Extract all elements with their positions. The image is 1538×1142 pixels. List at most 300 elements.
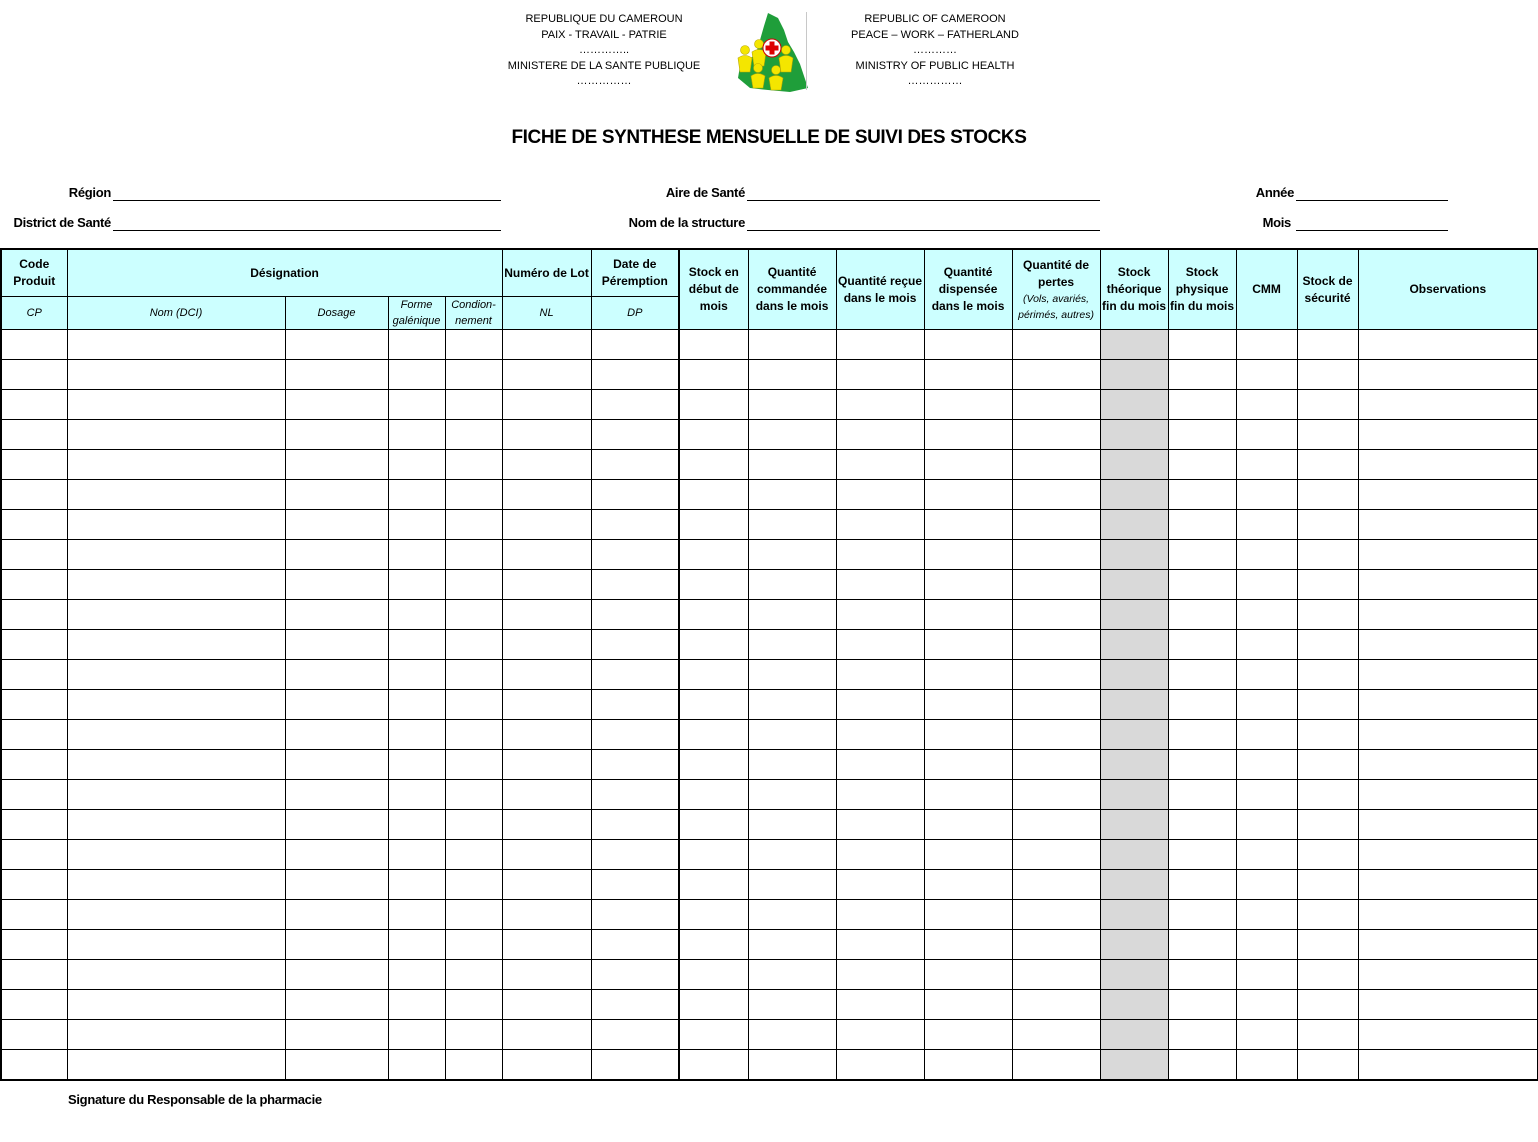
qte-recue-cell[interactable] [836, 900, 924, 930]
dp-cell[interactable] [591, 780, 679, 810]
qte-pertes-cell[interactable] [1012, 870, 1100, 900]
stock-securite-cell[interactable] [1297, 540, 1358, 570]
structure-field[interactable] [747, 230, 1100, 231]
cmm-cell[interactable] [1236, 1020, 1297, 1050]
dosage-cell[interactable] [285, 780, 388, 810]
cmm-cell[interactable] [1236, 420, 1297, 450]
dp-cell[interactable] [591, 870, 679, 900]
stock-theorique-cell[interactable] [1100, 330, 1168, 360]
stock-theorique-cell[interactable] [1100, 360, 1168, 390]
stock-physique-cell[interactable] [1168, 540, 1236, 570]
qte-pertes-cell[interactable] [1012, 990, 1100, 1020]
stock-securite-cell[interactable] [1297, 780, 1358, 810]
qte-dispensee-cell[interactable] [924, 540, 1012, 570]
stock-theorique-cell[interactable] [1100, 390, 1168, 420]
stock-debut-cell[interactable] [679, 780, 748, 810]
stock-theorique-cell[interactable] [1100, 930, 1168, 960]
district-field[interactable] [113, 230, 501, 231]
stock-physique-cell[interactable] [1168, 510, 1236, 540]
conditionnement-cell[interactable] [445, 930, 502, 960]
stock-debut-cell[interactable] [679, 930, 748, 960]
qte-pertes-cell[interactable] [1012, 840, 1100, 870]
qte-commandee-cell[interactable] [748, 690, 836, 720]
conditionnement-cell[interactable] [445, 960, 502, 990]
qte-commandee-cell[interactable] [748, 480, 836, 510]
stock-debut-cell[interactable] [679, 810, 748, 840]
conditionnement-cell[interactable] [445, 780, 502, 810]
nom-dci-cell[interactable] [67, 1020, 285, 1050]
nom-dci-cell[interactable] [67, 690, 285, 720]
cmm-cell[interactable] [1236, 1050, 1297, 1081]
observations-cell[interactable] [1358, 840, 1538, 870]
dosage-cell[interactable] [285, 420, 388, 450]
qte-commandee-cell[interactable] [748, 450, 836, 480]
qte-pertes-cell[interactable] [1012, 510, 1100, 540]
stock-theorique-cell[interactable] [1100, 1020, 1168, 1050]
forme-cell[interactable] [388, 480, 445, 510]
cp-cell[interactable] [1, 570, 67, 600]
stock-theorique-cell[interactable] [1100, 570, 1168, 600]
qte-dispensee-cell[interactable] [924, 930, 1012, 960]
nl-cell[interactable] [502, 570, 591, 600]
qte-commandee-cell[interactable] [748, 1050, 836, 1081]
conditionnement-cell[interactable] [445, 750, 502, 780]
stock-theorique-cell[interactable] [1100, 630, 1168, 660]
stock-theorique-cell[interactable] [1100, 720, 1168, 750]
stock-theorique-cell[interactable] [1100, 810, 1168, 840]
qte-commandee-cell[interactable] [748, 420, 836, 450]
stock-securite-cell[interactable] [1297, 690, 1358, 720]
observations-cell[interactable] [1358, 660, 1538, 690]
cmm-cell[interactable] [1236, 960, 1297, 990]
forme-cell[interactable] [388, 510, 445, 540]
nl-cell[interactable] [502, 510, 591, 540]
forme-cell[interactable] [388, 780, 445, 810]
dp-cell[interactable] [591, 750, 679, 780]
forme-cell[interactable] [388, 1020, 445, 1050]
qte-dispensee-cell[interactable] [924, 1020, 1012, 1050]
dp-cell[interactable] [591, 420, 679, 450]
qte-recue-cell[interactable] [836, 1050, 924, 1081]
dosage-cell[interactable] [285, 960, 388, 990]
stock-securite-cell[interactable] [1297, 360, 1358, 390]
nl-cell[interactable] [502, 480, 591, 510]
cmm-cell[interactable] [1236, 720, 1297, 750]
stock-theorique-cell[interactable] [1100, 600, 1168, 630]
dp-cell[interactable] [591, 720, 679, 750]
qte-commandee-cell[interactable] [748, 930, 836, 960]
nom-dci-cell[interactable] [67, 450, 285, 480]
qte-pertes-cell[interactable] [1012, 330, 1100, 360]
stock-debut-cell[interactable] [679, 510, 748, 540]
stock-debut-cell[interactable] [679, 720, 748, 750]
dp-cell[interactable] [591, 570, 679, 600]
qte-pertes-cell[interactable] [1012, 600, 1100, 630]
stock-securite-cell[interactable] [1297, 990, 1358, 1020]
dp-cell[interactable] [591, 540, 679, 570]
qte-recue-cell[interactable] [836, 660, 924, 690]
qte-commandee-cell[interactable] [748, 570, 836, 600]
forme-cell[interactable] [388, 450, 445, 480]
qte-recue-cell[interactable] [836, 510, 924, 540]
stock-physique-cell[interactable] [1168, 930, 1236, 960]
forme-cell[interactable] [388, 990, 445, 1020]
qte-recue-cell[interactable] [836, 960, 924, 990]
observations-cell[interactable] [1358, 330, 1538, 360]
stock-securite-cell[interactable] [1297, 930, 1358, 960]
cmm-cell[interactable] [1236, 330, 1297, 360]
qte-pertes-cell[interactable] [1012, 630, 1100, 660]
qte-pertes-cell[interactable] [1012, 570, 1100, 600]
conditionnement-cell[interactable] [445, 390, 502, 420]
stock-securite-cell[interactable] [1297, 390, 1358, 420]
qte-dispensee-cell[interactable] [924, 870, 1012, 900]
qte-commandee-cell[interactable] [748, 960, 836, 990]
qte-recue-cell[interactable] [836, 1020, 924, 1050]
nl-cell[interactable] [502, 780, 591, 810]
stock-debut-cell[interactable] [679, 660, 748, 690]
qte-commandee-cell[interactable] [748, 810, 836, 840]
qte-recue-cell[interactable] [836, 630, 924, 660]
stock-debut-cell[interactable] [679, 570, 748, 600]
nl-cell[interactable] [502, 600, 591, 630]
stock-securite-cell[interactable] [1297, 600, 1358, 630]
conditionnement-cell[interactable] [445, 360, 502, 390]
forme-cell[interactable] [388, 600, 445, 630]
qte-recue-cell[interactable] [836, 450, 924, 480]
nl-cell[interactable] [502, 1050, 591, 1081]
qte-dispensee-cell[interactable] [924, 570, 1012, 600]
stock-securite-cell[interactable] [1297, 660, 1358, 690]
qte-commandee-cell[interactable] [748, 840, 836, 870]
observations-cell[interactable] [1358, 630, 1538, 660]
observations-cell[interactable] [1358, 960, 1538, 990]
qte-dispensee-cell[interactable] [924, 600, 1012, 630]
dosage-cell[interactable] [285, 1050, 388, 1081]
stock-physique-cell[interactable] [1168, 660, 1236, 690]
nl-cell[interactable] [502, 840, 591, 870]
nom-dci-cell[interactable] [67, 330, 285, 360]
stock-securite-cell[interactable] [1297, 840, 1358, 870]
stock-securite-cell[interactable] [1297, 420, 1358, 450]
stock-physique-cell[interactable] [1168, 900, 1236, 930]
stock-securite-cell[interactable] [1297, 330, 1358, 360]
conditionnement-cell[interactable] [445, 630, 502, 660]
qte-pertes-cell[interactable] [1012, 810, 1100, 840]
cmm-cell[interactable] [1236, 480, 1297, 510]
stock-physique-cell[interactable] [1168, 420, 1236, 450]
qte-pertes-cell[interactable] [1012, 450, 1100, 480]
qte-dispensee-cell[interactable] [924, 750, 1012, 780]
cp-cell[interactable] [1, 780, 67, 810]
qte-commandee-cell[interactable] [748, 780, 836, 810]
cp-cell[interactable] [1, 1050, 67, 1081]
nom-dci-cell[interactable] [67, 750, 285, 780]
dp-cell[interactable] [591, 960, 679, 990]
nl-cell[interactable] [502, 720, 591, 750]
qte-recue-cell[interactable] [836, 990, 924, 1020]
cp-cell[interactable] [1, 720, 67, 750]
dp-cell[interactable] [591, 690, 679, 720]
dosage-cell[interactable] [285, 480, 388, 510]
qte-pertes-cell[interactable] [1012, 420, 1100, 450]
nl-cell[interactable] [502, 750, 591, 780]
nom-dci-cell[interactable] [67, 600, 285, 630]
qte-dispensee-cell[interactable] [924, 390, 1012, 420]
conditionnement-cell[interactable] [445, 720, 502, 750]
cp-cell[interactable] [1, 990, 67, 1020]
qte-commandee-cell[interactable] [748, 540, 836, 570]
dp-cell[interactable] [591, 900, 679, 930]
nl-cell[interactable] [502, 900, 591, 930]
stock-theorique-cell[interactable] [1100, 540, 1168, 570]
dosage-cell[interactable] [285, 720, 388, 750]
dp-cell[interactable] [591, 1020, 679, 1050]
dosage-cell[interactable] [285, 690, 388, 720]
stock-securite-cell[interactable] [1297, 870, 1358, 900]
qte-commandee-cell[interactable] [748, 660, 836, 690]
nl-cell[interactable] [502, 810, 591, 840]
nl-cell[interactable] [502, 420, 591, 450]
nom-dci-cell[interactable] [67, 480, 285, 510]
qte-recue-cell[interactable] [836, 930, 924, 960]
forme-cell[interactable] [388, 420, 445, 450]
dosage-cell[interactable] [285, 360, 388, 390]
conditionnement-cell[interactable] [445, 990, 502, 1020]
qte-pertes-cell[interactable] [1012, 960, 1100, 990]
cp-cell[interactable] [1, 840, 67, 870]
qte-dispensee-cell[interactable] [924, 840, 1012, 870]
stock-securite-cell[interactable] [1297, 750, 1358, 780]
dp-cell[interactable] [591, 360, 679, 390]
stock-debut-cell[interactable] [679, 840, 748, 870]
cp-cell[interactable] [1, 540, 67, 570]
qte-dispensee-cell[interactable] [924, 330, 1012, 360]
dp-cell[interactable] [591, 840, 679, 870]
qte-dispensee-cell[interactable] [924, 360, 1012, 390]
cp-cell[interactable] [1, 480, 67, 510]
qte-pertes-cell[interactable] [1012, 750, 1100, 780]
qte-commandee-cell[interactable] [748, 1020, 836, 1050]
qte-pertes-cell[interactable] [1012, 480, 1100, 510]
observations-cell[interactable] [1358, 720, 1538, 750]
stock-physique-cell[interactable] [1168, 690, 1236, 720]
forme-cell[interactable] [388, 810, 445, 840]
qte-commandee-cell[interactable] [748, 900, 836, 930]
conditionnement-cell[interactable] [445, 870, 502, 900]
qte-dispensee-cell[interactable] [924, 780, 1012, 810]
nom-dci-cell[interactable] [67, 420, 285, 450]
stock-theorique-cell[interactable] [1100, 1050, 1168, 1081]
qte-commandee-cell[interactable] [748, 990, 836, 1020]
qte-pertes-cell[interactable] [1012, 1020, 1100, 1050]
observations-cell[interactable] [1358, 990, 1538, 1020]
cmm-cell[interactable] [1236, 990, 1297, 1020]
observations-cell[interactable] [1358, 780, 1538, 810]
nom-dci-cell[interactable] [67, 840, 285, 870]
stock-securite-cell[interactable] [1297, 1020, 1358, 1050]
stock-securite-cell[interactable] [1297, 960, 1358, 990]
nl-cell[interactable] [502, 360, 591, 390]
region-field[interactable] [113, 200, 501, 201]
qte-pertes-cell[interactable] [1012, 780, 1100, 810]
nom-dci-cell[interactable] [67, 570, 285, 600]
dp-cell[interactable] [591, 390, 679, 420]
qte-commandee-cell[interactable] [748, 630, 836, 660]
qte-commandee-cell[interactable] [748, 600, 836, 630]
stock-theorique-cell[interactable] [1100, 960, 1168, 990]
cmm-cell[interactable] [1236, 780, 1297, 810]
qte-dispensee-cell[interactable] [924, 450, 1012, 480]
nom-dci-cell[interactable] [67, 810, 285, 840]
conditionnement-cell[interactable] [445, 690, 502, 720]
observations-cell[interactable] [1358, 1050, 1538, 1081]
cmm-cell[interactable] [1236, 840, 1297, 870]
cp-cell[interactable] [1, 900, 67, 930]
qte-pertes-cell[interactable] [1012, 1050, 1100, 1081]
mois-field[interactable] [1296, 230, 1448, 231]
qte-recue-cell[interactable] [836, 420, 924, 450]
stock-theorique-cell[interactable] [1100, 780, 1168, 810]
stock-debut-cell[interactable] [679, 450, 748, 480]
cp-cell[interactable] [1, 750, 67, 780]
stock-securite-cell[interactable] [1297, 570, 1358, 600]
cp-cell[interactable] [1, 870, 67, 900]
stock-physique-cell[interactable] [1168, 1050, 1236, 1081]
forme-cell[interactable] [388, 630, 445, 660]
qte-recue-cell[interactable] [836, 840, 924, 870]
observations-cell[interactable] [1358, 390, 1538, 420]
stock-physique-cell[interactable] [1168, 630, 1236, 660]
cp-cell[interactable] [1, 810, 67, 840]
nl-cell[interactable] [502, 990, 591, 1020]
qte-dispensee-cell[interactable] [924, 510, 1012, 540]
stock-physique-cell[interactable] [1168, 390, 1236, 420]
observations-cell[interactable] [1358, 690, 1538, 720]
stock-debut-cell[interactable] [679, 540, 748, 570]
stock-securite-cell[interactable] [1297, 450, 1358, 480]
stock-securite-cell[interactable] [1297, 810, 1358, 840]
forme-cell[interactable] [388, 570, 445, 600]
stock-debut-cell[interactable] [679, 750, 748, 780]
forme-cell[interactable] [388, 690, 445, 720]
qte-pertes-cell[interactable] [1012, 900, 1100, 930]
stock-theorique-cell[interactable] [1100, 750, 1168, 780]
observations-cell[interactable] [1358, 510, 1538, 540]
qte-dispensee-cell[interactable] [924, 1050, 1012, 1081]
stock-debut-cell[interactable] [679, 900, 748, 930]
qte-commandee-cell[interactable] [748, 870, 836, 900]
conditionnement-cell[interactable] [445, 840, 502, 870]
observations-cell[interactable] [1358, 420, 1538, 450]
stock-theorique-cell[interactable] [1100, 900, 1168, 930]
nom-dci-cell[interactable] [67, 870, 285, 900]
forme-cell[interactable] [388, 1050, 445, 1081]
stock-debut-cell[interactable] [679, 1050, 748, 1081]
dosage-cell[interactable] [285, 510, 388, 540]
stock-debut-cell[interactable] [679, 420, 748, 450]
stock-physique-cell[interactable] [1168, 600, 1236, 630]
dp-cell[interactable] [591, 930, 679, 960]
conditionnement-cell[interactable] [445, 600, 502, 630]
conditionnement-cell[interactable] [445, 420, 502, 450]
qte-commandee-cell[interactable] [748, 390, 836, 420]
dosage-cell[interactable] [285, 540, 388, 570]
stock-physique-cell[interactable] [1168, 1020, 1236, 1050]
cp-cell[interactable] [1, 420, 67, 450]
cmm-cell[interactable] [1236, 360, 1297, 390]
stock-debut-cell[interactable] [679, 360, 748, 390]
conditionnement-cell[interactable] [445, 660, 502, 690]
qte-recue-cell[interactable] [836, 600, 924, 630]
dosage-cell[interactable] [285, 1020, 388, 1050]
stock-securite-cell[interactable] [1297, 630, 1358, 660]
stock-physique-cell[interactable] [1168, 330, 1236, 360]
forme-cell[interactable] [388, 390, 445, 420]
stock-debut-cell[interactable] [679, 390, 748, 420]
qte-dispensee-cell[interactable] [924, 630, 1012, 660]
observations-cell[interactable] [1358, 360, 1538, 390]
cp-cell[interactable] [1, 1020, 67, 1050]
cmm-cell[interactable] [1236, 570, 1297, 600]
stock-debut-cell[interactable] [679, 990, 748, 1020]
stock-physique-cell[interactable] [1168, 570, 1236, 600]
qte-dispensee-cell[interactable] [924, 690, 1012, 720]
dosage-cell[interactable] [285, 990, 388, 1020]
nl-cell[interactable] [502, 690, 591, 720]
stock-debut-cell[interactable] [679, 960, 748, 990]
nl-cell[interactable] [502, 1020, 591, 1050]
forme-cell[interactable] [388, 900, 445, 930]
qte-commandee-cell[interactable] [748, 750, 836, 780]
dosage-cell[interactable] [285, 600, 388, 630]
forme-cell[interactable] [388, 540, 445, 570]
dosage-cell[interactable] [285, 870, 388, 900]
qte-pertes-cell[interactable] [1012, 930, 1100, 960]
nom-dci-cell[interactable] [67, 1050, 285, 1081]
qte-dispensee-cell[interactable] [924, 420, 1012, 450]
qte-pertes-cell[interactable] [1012, 390, 1100, 420]
stock-securite-cell[interactable] [1297, 720, 1358, 750]
dosage-cell[interactable] [285, 810, 388, 840]
cmm-cell[interactable] [1236, 870, 1297, 900]
stock-securite-cell[interactable] [1297, 480, 1358, 510]
nl-cell[interactable] [502, 660, 591, 690]
nl-cell[interactable] [502, 450, 591, 480]
stock-debut-cell[interactable] [679, 330, 748, 360]
stock-theorique-cell[interactable] [1100, 420, 1168, 450]
cmm-cell[interactable] [1236, 510, 1297, 540]
forme-cell[interactable] [388, 930, 445, 960]
conditionnement-cell[interactable] [445, 1050, 502, 1081]
nom-dci-cell[interactable] [67, 720, 285, 750]
dosage-cell[interactable] [285, 750, 388, 780]
forme-cell[interactable] [388, 720, 445, 750]
stock-theorique-cell[interactable] [1100, 450, 1168, 480]
nom-dci-cell[interactable] [67, 510, 285, 540]
forme-cell[interactable] [388, 660, 445, 690]
stock-physique-cell[interactable] [1168, 480, 1236, 510]
annee-field[interactable] [1296, 200, 1448, 201]
conditionnement-cell[interactable] [445, 330, 502, 360]
dp-cell[interactable] [591, 810, 679, 840]
qte-pertes-cell[interactable] [1012, 690, 1100, 720]
qte-commandee-cell[interactable] [748, 330, 836, 360]
dp-cell[interactable] [591, 630, 679, 660]
stock-theorique-cell[interactable] [1100, 870, 1168, 900]
qte-dispensee-cell[interactable] [924, 480, 1012, 510]
cmm-cell[interactable] [1236, 600, 1297, 630]
